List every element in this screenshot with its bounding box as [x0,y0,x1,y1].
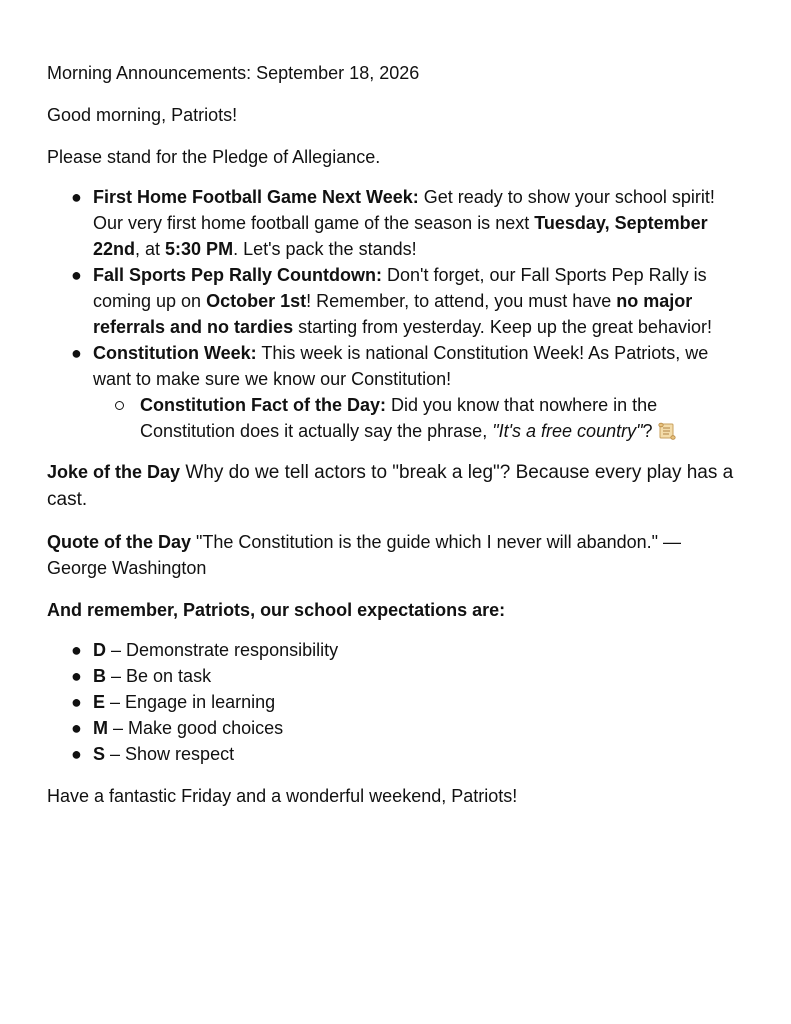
expectation-text: – Engage in learning [105,692,276,712]
expectations-heading-text: And remember, Patriots, our school expectations are: [47,600,506,620]
quote-of-day [47,529,744,581]
bullet-icon: ● [71,343,82,363]
scroll-icon [657,421,677,439]
expectation-text: – Demonstrate responsibility [106,640,339,660]
announcement-list [47,184,744,444]
expectation-text: – Show respect [105,744,235,764]
quote-text: "The Constitution is the guide which I never will abandon." — George Washington [47,532,682,578]
item-time: 5:30 PM [165,239,234,259]
fact-end: ? [642,421,653,441]
joke-label: Joke of the Day [47,462,181,482]
fact-title: Constitution Fact of the Day: [140,395,386,415]
fact-quote: "It's a free country" [492,421,643,441]
expectation-item [47,715,744,741]
bullet-icon: ● [71,692,82,712]
announcement-header: Morning Announcements: September 18, 2026 [47,63,420,83]
sub-list [93,392,744,444]
item-text: starting from yesterday. Keep up the great behavior! [293,317,712,337]
list-item-football [47,184,744,262]
list-item-fact-of-day [93,392,744,444]
expectation-letter: B [93,666,106,686]
bullet-icon: ● [71,744,82,764]
bullet-icon: ● [71,265,82,285]
item-date: Tuesday, September 22nd [93,213,708,259]
fact-text: Did you know that nowhere in the Constitution does it actually say the phrase, [140,395,658,441]
joke-text: Why do we tell actors to "break a leg"? Because every play has a cast. [47,462,734,510]
expectation-item [47,689,744,715]
closing-line: Have a fantastic Friday and a wonderful weekend, Patriots! [47,786,518,806]
item-text: Get ready to show your school spirit! Our very first home football game of the season is next [93,187,715,233]
expectation-letter: M [93,718,108,738]
bullet-icon: ● [71,666,82,686]
expectation-letter: S [93,744,106,764]
expectation-letter: D [93,640,106,660]
joke-of-day [47,459,744,513]
item-title: Constitution Week: [93,343,257,363]
greeting: Good morning, Patriots! [47,105,238,125]
expectation-letter: E [93,692,106,712]
bullet-icon: ● [71,718,82,738]
expectation-item [47,741,744,767]
expectations-heading [47,597,744,623]
item-text: ! Remember, to attend, you must have [306,291,617,311]
item-title: First Home Football Game Next Week: [93,187,419,207]
item-date: October 1st [206,291,307,311]
expectation-text: – Be on task [106,666,212,686]
item-text: , at [135,239,166,259]
item-text: . Let's pack the stands! [233,239,417,259]
item-text: Don't forget, our Fall Sports Pep Rally is coming up on [93,265,707,311]
bullet-icon: ● [71,187,82,207]
expectation-item [47,663,744,689]
item-requirement: no major referrals and no tardies [93,291,693,337]
pledge-line: Please stand for the Pledge of Allegiance. [47,147,381,167]
list-item-pep-rally [47,262,744,340]
quote-label: Quote of the Day [47,532,192,552]
expectations-list [47,637,744,767]
hollow-bullet-icon [115,401,124,410]
expectation-item [47,637,744,663]
bullet-icon: ● [71,640,82,660]
item-title: Fall Sports Pep Rally Countdown: [93,265,383,285]
expectation-text: – Make good choices [108,718,284,738]
item-text: This week is national Constitution Week! As Patriots, we want to make sure we know our Constitution! [93,343,709,389]
list-item-constitution-week [47,340,744,444]
